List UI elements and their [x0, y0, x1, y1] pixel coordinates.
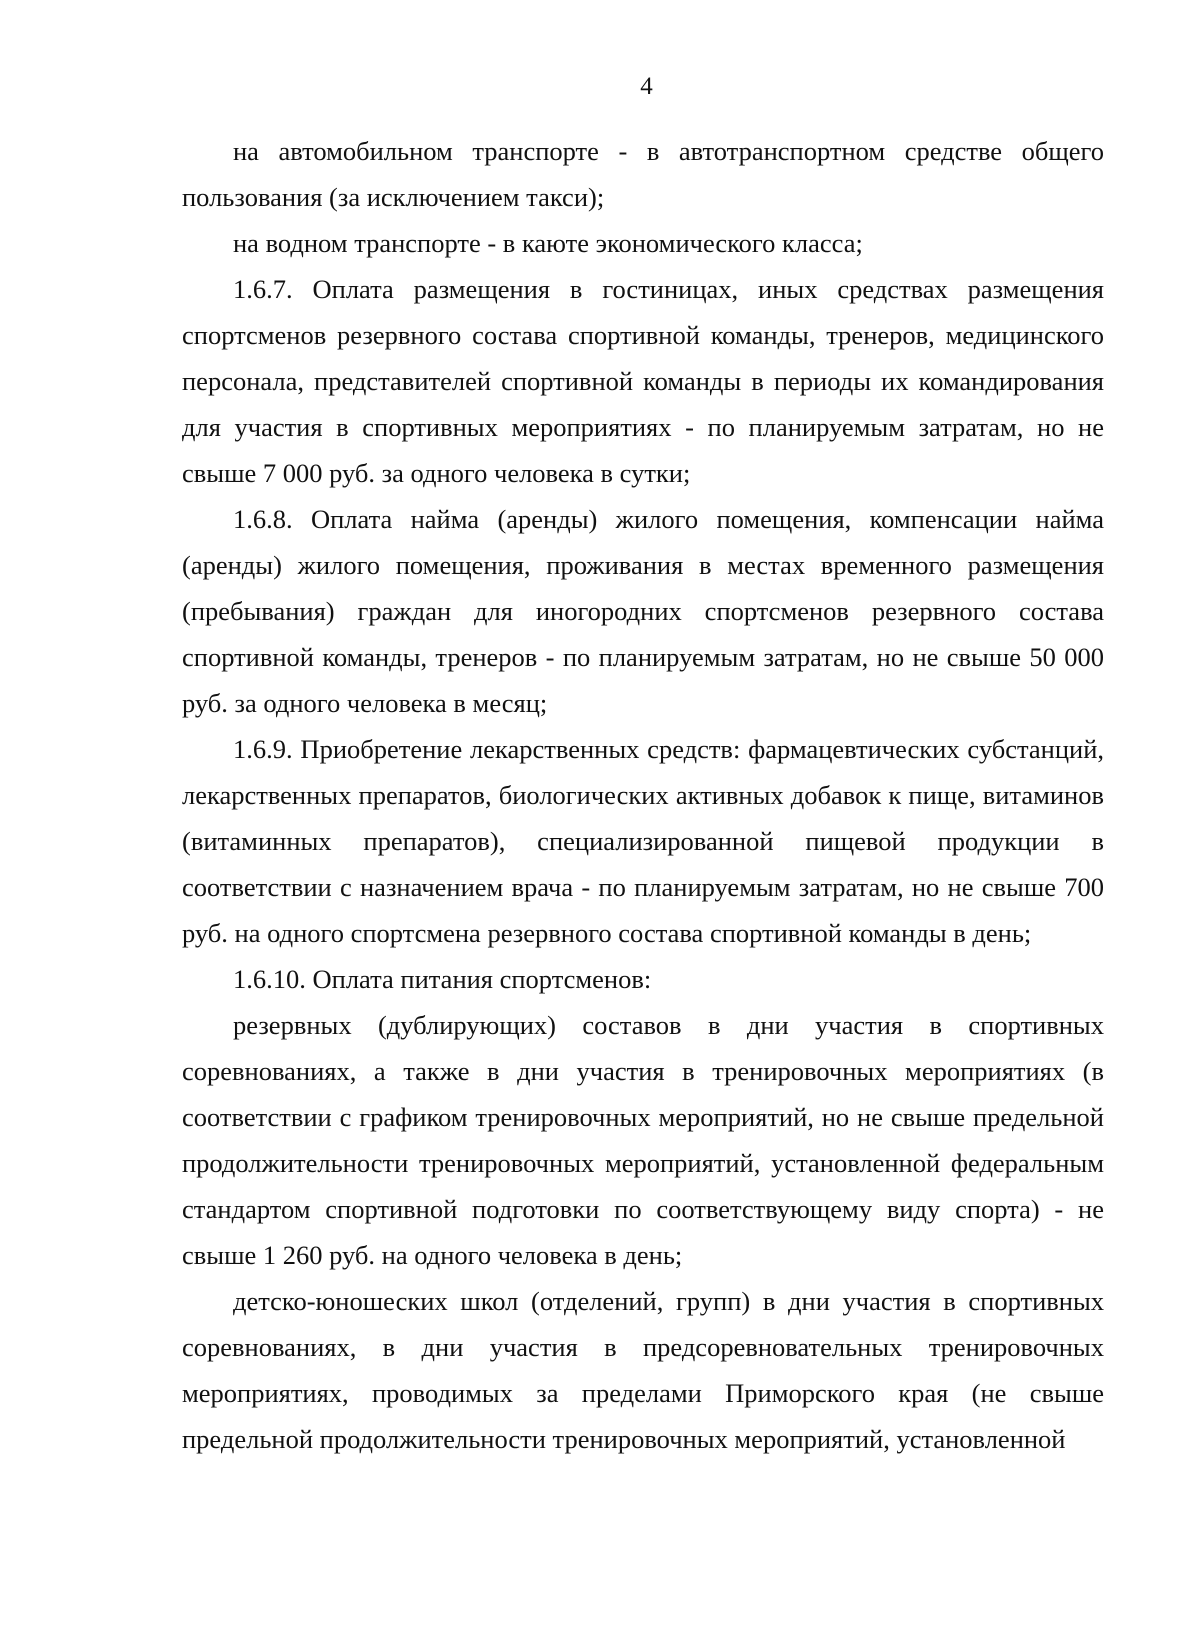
paragraph-1-6-7: 1.6.7. Оплата размещения в гостиницах, иных средствах размещения спортсменов резервного состава спортивной команды, тренеров, медицинского персонала, представителей спортивной команды в периоды их командирования для участия в спортивных мероприятиях - по планируемым затратам, но не свыше 7 000 руб. за одного человека в сутки;: [182, 274, 1104, 488]
paragraph-reserve-teams: резервных (дублирующих) составов в дни участия в спортивных соревнованиях, а также в дни участия в тренировочных мероприятиях (в соответствии с графиком тренировочных мероприятий, но не свыше предельной продолжительности тренировочных мероприятий, установленной федеральным стандартом спортивной подготовки по соответствующему виду спорта) - не свыше 1 260 руб. на одного человека в день;: [182, 1010, 1104, 1270]
paragraph-youth-schools: детско-юношеских школ (отделений, групп) в дни участия в спортивных соревнованиях, в дни участия в предсоревновательных тренировочных мероприятиях, проводимых за пределами Приморского края (не свыше предельной продолжительности тренировочных мероприятий, установленной: [182, 1286, 1104, 1454]
document-body: [182, 128, 1104, 1462]
paragraph-1-6-9: 1.6.9. Приобретение лекарственных средств: фармацевтических субстанций, лекарственных препаратов, биологических активных добавок к пище, витаминов (витаминных препаратов), специализированной пищевой продукции в соответствии с назначением врача - по планируемым затратам, но не свыше 700 руб. на одного спортсмена резервного состава спортивной команды в день;: [182, 734, 1104, 948]
paragraph-road-transport: на автомобильном транспорте - в автотранспортном средстве общего пользования (за исключением такси);: [182, 136, 1104, 212]
paragraph-1-6-10: 1.6.10. Оплата питания спортсменов:: [233, 964, 652, 994]
paragraph-water-transport: на водном транспорте - в каюте экономического класса;: [233, 228, 863, 258]
page-number: 4: [640, 73, 653, 100]
paragraph-1-6-8: 1.6.8. Оплата найма (аренды) жилого помещения, компенсации найма (аренды) жилого помещения, проживания в местах временного размещения (пребывания) граждан для иногородних спортсменов резервного состава спортивной команды, тренеров - по планируемым затратам, но не свыше 50 000 руб. за одного человека в месяц;: [182, 504, 1104, 718]
